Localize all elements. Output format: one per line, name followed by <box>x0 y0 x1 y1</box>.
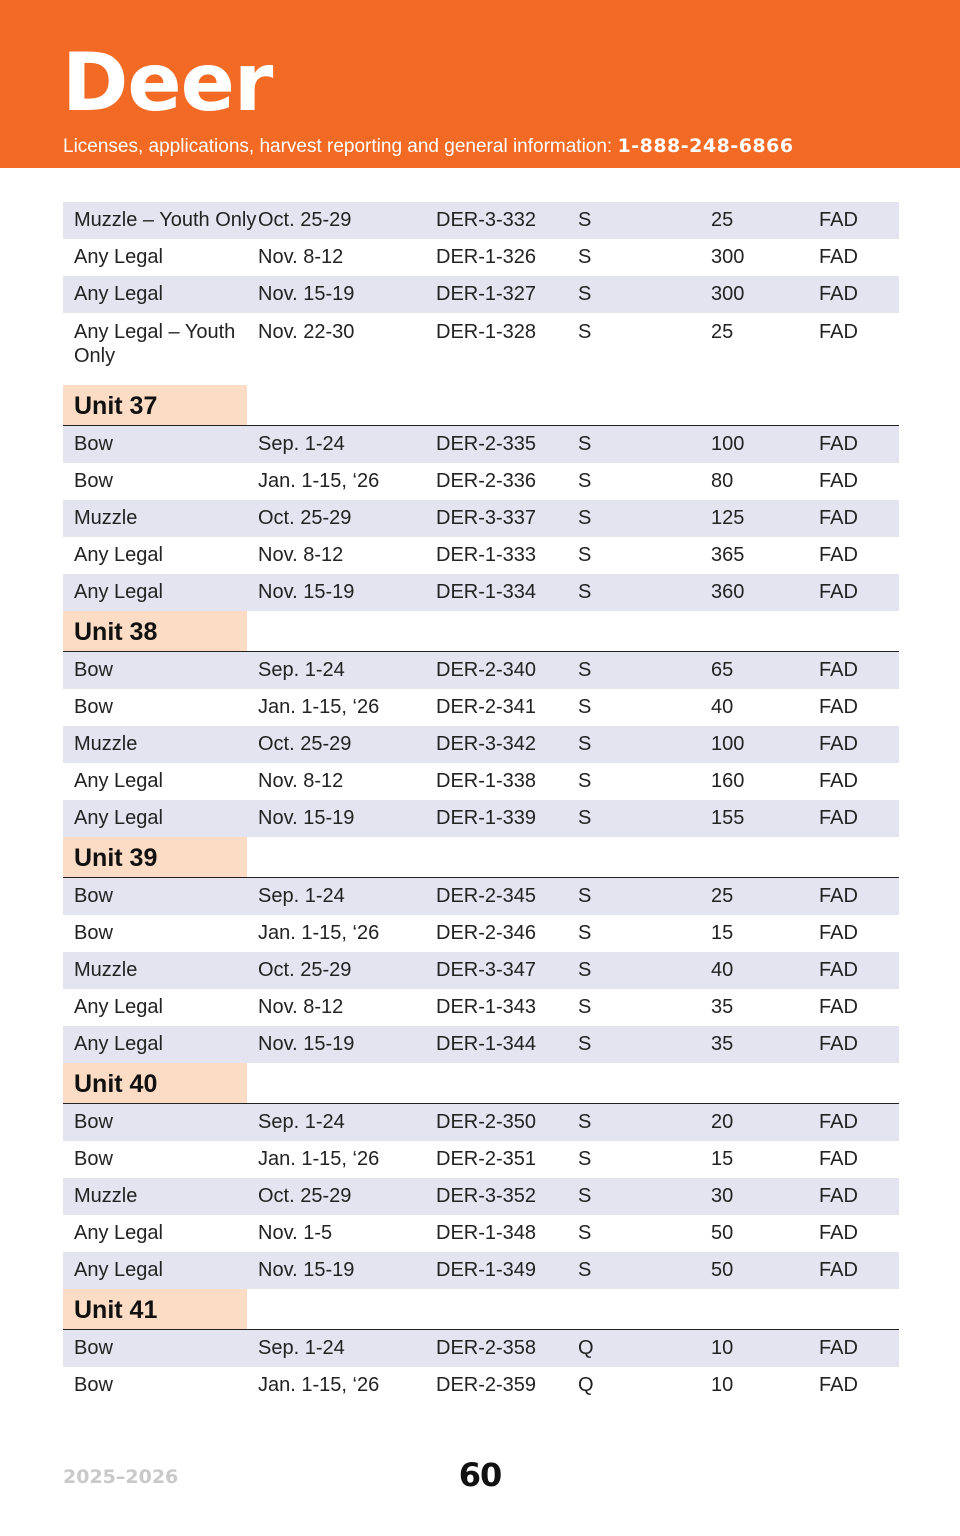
cell-hunt-code: DER-2-350 <box>436 1111 537 1133</box>
cell-quota: 300 <box>711 246 745 268</box>
cell-hunt-code: DER-1-348 <box>436 1222 537 1244</box>
cell-hunt-code: DER-1-349 <box>436 1259 537 1281</box>
cell-season-dates: Nov. 1-5 <box>258 1222 333 1244</box>
table-row <box>63 500 899 537</box>
table-row <box>63 276 899 313</box>
cell-quota: 100 <box>711 433 745 455</box>
cell-hunt-code: DER-1-327 <box>436 283 537 305</box>
cell-license-category: FAD <box>819 885 858 907</box>
cell-quota: 35 <box>711 996 734 1018</box>
cell-license-category: FAD <box>819 996 858 1018</box>
cell-hunt-type: Muzzle <box>74 507 138 529</box>
table-row <box>63 1367 899 1404</box>
cell-hunt-code: DER-2-336 <box>436 470 537 492</box>
cell-quota: 155 <box>711 807 745 829</box>
cell-license-type: S <box>578 1148 592 1170</box>
cell-hunt-type: Muzzle <box>74 959 138 981</box>
cell-license-type: S <box>578 581 592 603</box>
cell-license-type: S <box>578 996 592 1018</box>
table-row <box>63 463 899 500</box>
cell-season-dates: Jan. 1-15, ‘26 <box>258 1374 380 1396</box>
cell-license-category: FAD <box>819 209 858 231</box>
cell-license-type: S <box>578 544 592 566</box>
table-row <box>63 1252 899 1289</box>
cell-season-dates: Jan. 1-15, ‘26 <box>258 1148 380 1170</box>
cell-hunt-type: Any Legal <box>74 283 163 305</box>
cell-hunt-code: DER-1-339 <box>436 807 537 829</box>
cell-hunt-code: DER-3-352 <box>436 1185 537 1207</box>
cell-quota: 125 <box>711 507 745 529</box>
cell-quota: 360 <box>711 581 745 603</box>
cell-quota: 30 <box>711 1185 734 1207</box>
cell-license-category: FAD <box>819 959 858 981</box>
cell-quota: 40 <box>711 696 734 718</box>
cell-hunt-type: Bow <box>74 1148 113 1170</box>
cell-license-type: S <box>578 659 592 681</box>
page-header <box>0 0 960 168</box>
header-phone: 1-888-248-6866 <box>617 135 794 157</box>
table-row <box>63 426 899 463</box>
cell-hunt-code: DER-3-347 <box>436 959 537 981</box>
cell-hunt-code: DER-2-346 <box>436 922 537 944</box>
cell-hunt-type: Any Legal <box>74 246 163 268</box>
cell-hunt-type: Bow <box>74 885 113 907</box>
cell-hunt-type: Muzzle <box>74 733 138 755</box>
cell-season-dates: Nov. 8-12 <box>258 246 344 268</box>
cell-hunt-code: DER-2-358 <box>436 1337 537 1359</box>
cell-license-type: S <box>578 470 592 492</box>
cell-season-dates: Jan. 1-15, ‘26 <box>258 922 380 944</box>
cell-season-dates: Nov. 15-19 <box>258 807 355 829</box>
cell-hunt-code: DER-1-338 <box>436 770 537 792</box>
table-row <box>63 800 899 837</box>
cell-license-category: FAD <box>819 1185 858 1207</box>
cell-license-category: FAD <box>819 544 858 566</box>
cell-quota: 10 <box>711 1337 734 1359</box>
footer-year: 2025–2026 <box>63 1466 179 1488</box>
cell-license-type: S <box>578 922 592 944</box>
unit-label: Unit 41 <box>63 1289 247 1329</box>
table-row <box>63 1104 899 1141</box>
cell-license-category: FAD <box>819 246 858 268</box>
unit-label: Unit 37 <box>63 385 247 425</box>
cell-license-type: S <box>578 283 592 305</box>
cell-hunt-code: DER-1-334 <box>436 581 537 603</box>
unit-label: Unit 40 <box>63 1063 247 1103</box>
table-row <box>63 1141 899 1178</box>
cell-license-category: FAD <box>819 470 858 492</box>
cell-license-type: S <box>578 507 592 529</box>
cell-quota: 20 <box>711 1111 734 1133</box>
cell-hunt-type: Any Legal <box>74 996 163 1018</box>
cell-hunt-code: DER-1-333 <box>436 544 537 566</box>
cell-season-dates: Sep. 1-24 <box>258 885 345 907</box>
cell-hunt-code: DER-3-332 <box>436 209 537 231</box>
table-row <box>63 1178 899 1215</box>
cell-hunt-type: Any Legal <box>74 770 163 792</box>
cell-season-dates: Oct. 25-29 <box>258 209 352 231</box>
table-row <box>63 574 899 611</box>
page-number: 60 <box>458 1456 502 1494</box>
cell-season-dates: Jan. 1-15, ‘26 <box>258 696 380 718</box>
cell-hunt-type: Bow <box>74 1111 113 1133</box>
cell-season-dates: Oct. 25-29 <box>258 733 352 755</box>
cell-hunt-code: DER-2-341 <box>436 696 537 718</box>
cell-hunt-code: DER-1-328 <box>436 321 537 343</box>
cell-license-type: S <box>578 246 592 268</box>
cell-hunt-type: Muzzle – Youth Only <box>74 209 257 231</box>
cell-season-dates: Sep. 1-24 <box>258 1111 345 1133</box>
unit-label: Unit 39 <box>63 837 247 877</box>
table-row <box>63 239 899 276</box>
cell-license-category: FAD <box>819 507 858 529</box>
cell-license-category: FAD <box>819 581 858 603</box>
cell-season-dates: Oct. 25-29 <box>258 507 352 529</box>
cell-license-category: FAD <box>819 1148 858 1170</box>
cell-license-type: Q <box>578 1337 594 1359</box>
cell-quota: 25 <box>711 885 734 907</box>
cell-license-type: S <box>578 1259 592 1281</box>
cell-hunt-type: Bow <box>74 1374 113 1396</box>
cell-quota: 10 <box>711 1374 734 1396</box>
cell-hunt-code: DER-2-351 <box>436 1148 537 1170</box>
unit-heading-row <box>63 837 899 878</box>
cell-hunt-code: DER-3-342 <box>436 733 537 755</box>
table-row <box>63 726 899 763</box>
cell-hunt-type: Bow <box>74 659 113 681</box>
cell-hunt-type: Any Legal <box>74 1259 163 1281</box>
table-row <box>63 1330 899 1367</box>
cell-license-type: S <box>578 209 592 231</box>
cell-season-dates: Sep. 1-24 <box>258 433 345 455</box>
cell-quota: 100 <box>711 733 745 755</box>
table-row <box>63 952 899 989</box>
cell-hunt-code: DER-2-335 <box>436 433 537 455</box>
page-title: Deer <box>62 36 273 129</box>
cell-season-dates: Nov. 22-30 <box>258 321 355 343</box>
cell-quota: 35 <box>711 1033 734 1055</box>
cell-license-category: FAD <box>819 922 858 944</box>
unit-heading-row <box>63 611 899 652</box>
cell-license-category: FAD <box>819 733 858 755</box>
license-table <box>63 202 899 1404</box>
cell-hunt-type: Any Legal <box>74 1033 163 1055</box>
cell-license-category: FAD <box>819 807 858 829</box>
cell-license-category: FAD <box>819 770 858 792</box>
table-row <box>63 763 899 800</box>
cell-hunt-type: Bow <box>74 922 113 944</box>
cell-hunt-type: Bow <box>74 696 113 718</box>
cell-license-type: S <box>578 1033 592 1055</box>
table-row <box>63 878 899 915</box>
cell-hunt-type: Any Legal <box>74 1222 163 1244</box>
cell-season-dates: Nov. 8-12 <box>258 544 344 566</box>
cell-season-dates: Nov. 15-19 <box>258 283 355 305</box>
cell-quota: 300 <box>711 283 745 305</box>
cell-quota: 50 <box>711 1222 734 1244</box>
cell-license-category: FAD <box>819 1033 858 1055</box>
cell-season-dates: Oct. 25-29 <box>258 1185 352 1207</box>
cell-license-category: FAD <box>819 283 858 305</box>
cell-hunt-code: DER-1-344 <box>436 1033 537 1055</box>
cell-season-dates: Nov. 15-19 <box>258 1033 355 1055</box>
table-row <box>63 915 899 952</box>
cell-quota: 40 <box>711 959 734 981</box>
cell-hunt-type: Bow <box>74 470 113 492</box>
unit-heading-row <box>63 1063 899 1104</box>
header-info <box>63 134 794 159</box>
cell-season-dates: Sep. 1-24 <box>258 1337 345 1359</box>
table-row <box>63 1215 899 1252</box>
cell-license-category: FAD <box>819 1222 858 1244</box>
cell-license-type: S <box>578 696 592 718</box>
cell-quota: 160 <box>711 770 745 792</box>
cell-quota: 25 <box>711 209 734 231</box>
cell-license-type: S <box>578 770 592 792</box>
cell-hunt-type: Any Legal <box>74 807 163 829</box>
cell-hunt-code: DER-2-340 <box>436 659 537 681</box>
cell-license-type: S <box>578 433 592 455</box>
header-info-text: Licenses, applications, harvest reporting and general information: <box>63 136 618 157</box>
table-row <box>63 313 899 385</box>
cell-license-type: S <box>578 1222 592 1244</box>
cell-hunt-code: DER-1-343 <box>436 996 537 1018</box>
cell-hunt-type: Any Legal <box>74 544 163 566</box>
cell-license-type: S <box>578 959 592 981</box>
cell-hunt-code: DER-3-337 <box>436 507 537 529</box>
cell-hunt-type: Any Legal – Youth Only <box>74 321 236 367</box>
cell-quota: 65 <box>711 659 734 681</box>
table-row <box>63 537 899 574</box>
cell-license-type: S <box>578 1111 592 1133</box>
table-row <box>63 1026 899 1063</box>
table-row <box>63 652 899 689</box>
cell-license-category: FAD <box>819 1111 858 1133</box>
cell-license-category: FAD <box>819 321 858 343</box>
cell-license-type: S <box>578 807 592 829</box>
table-row <box>63 689 899 726</box>
cell-license-category: FAD <box>819 1374 858 1396</box>
cell-season-dates: Nov. 8-12 <box>258 996 344 1018</box>
cell-quota: 15 <box>711 922 734 944</box>
cell-hunt-code: DER-1-326 <box>436 246 537 268</box>
cell-quota: 50 <box>711 1259 734 1281</box>
cell-license-category: FAD <box>819 1337 858 1359</box>
cell-hunt-type: Bow <box>74 1337 113 1359</box>
cell-license-type: S <box>578 885 592 907</box>
cell-license-type: S <box>578 321 592 343</box>
cell-license-category: FAD <box>819 433 858 455</box>
cell-quota: 15 <box>711 1148 734 1170</box>
cell-season-dates: Nov. 15-19 <box>258 1259 355 1281</box>
cell-license-type: S <box>578 1185 592 1207</box>
cell-hunt-code: DER-2-345 <box>436 885 537 907</box>
cell-season-dates: Oct. 25-29 <box>258 959 352 981</box>
cell-season-dates: Nov. 8-12 <box>258 770 344 792</box>
unit-label: Unit 38 <box>63 611 247 651</box>
cell-hunt-type: Muzzle <box>74 1185 138 1207</box>
unit-heading-row <box>63 1289 899 1330</box>
cell-quota: 80 <box>711 470 734 492</box>
cell-license-category: FAD <box>819 659 858 681</box>
cell-season-dates: Jan. 1-15, ‘26 <box>258 470 380 492</box>
cell-hunt-type: Any Legal <box>74 581 163 603</box>
cell-license-type: Q <box>578 1374 594 1396</box>
cell-quota: 25 <box>711 321 734 343</box>
table-row <box>63 202 899 239</box>
cell-hunt-code: DER-2-359 <box>436 1374 537 1396</box>
cell-season-dates: Nov. 15-19 <box>258 581 355 603</box>
cell-license-category: FAD <box>819 696 858 718</box>
unit-heading-row <box>63 385 899 426</box>
cell-license-category: FAD <box>819 1259 858 1281</box>
cell-license-type: S <box>578 733 592 755</box>
cell-hunt-type: Bow <box>74 433 113 455</box>
cell-season-dates: Sep. 1-24 <box>258 659 345 681</box>
cell-quota: 365 <box>711 544 745 566</box>
table-row <box>63 989 899 1026</box>
